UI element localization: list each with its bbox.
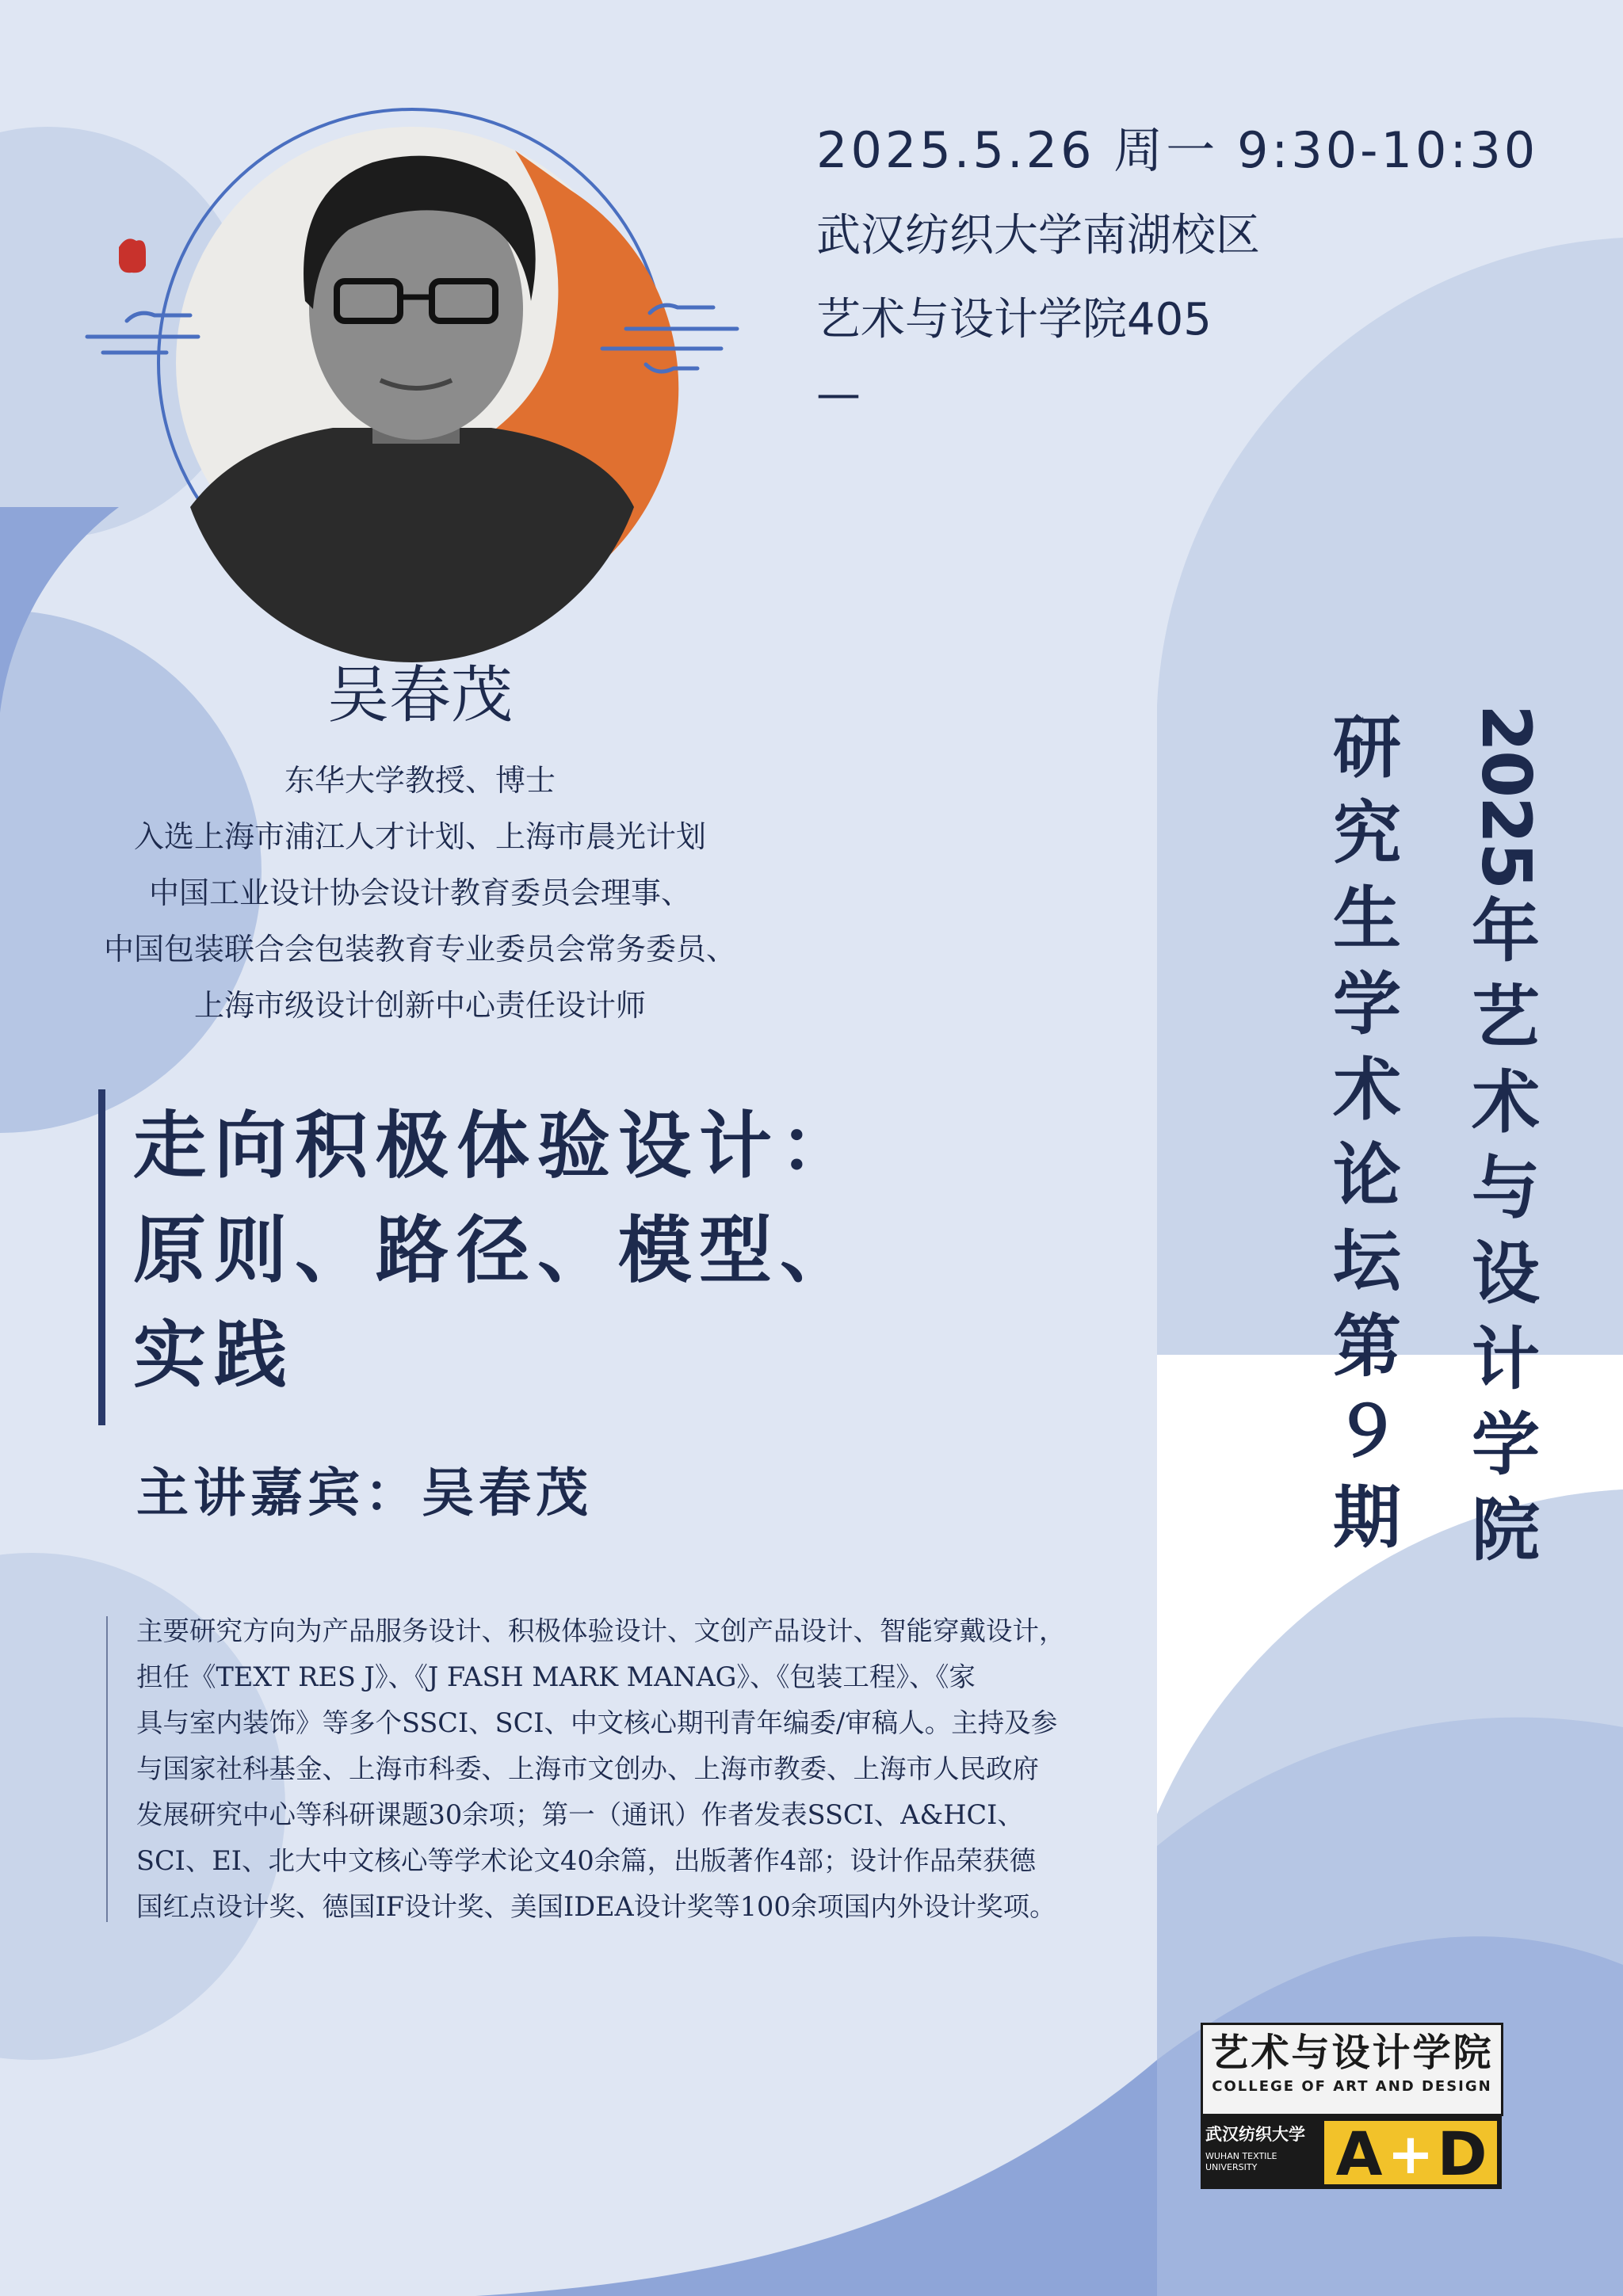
speaker-title-line: 入选上海市浦江人才计划、上海市晨光计划 <box>133 819 706 854</box>
logo-university-en: WUHAN TEXTILE UNIVERSITY <box>1205 2151 1277 2172</box>
event-info <box>816 119 1538 418</box>
speaker-name: 吴春茂 <box>327 660 513 731</box>
lecture-title-line: 原则、路径、模型、 <box>133 1207 861 1293</box>
lecture-title-line: 走向积极体验设计： <box>133 1103 861 1188</box>
speaker-bio <box>136 1608 1066 1930</box>
logo-mark-d: D <box>1437 2119 1487 2189</box>
bio-line: 与国家社科基金、上海市科委、上海市文创办、上海市教委、上海市人民政府 <box>136 1753 1039 1784</box>
event-room: 艺术与设计学院405 <box>816 294 1212 345</box>
lecture-title-line: 实践 <box>133 1312 296 1398</box>
speaker-title-line: 中国包装联合会包装教育专业委员会常务委员、 <box>103 932 736 967</box>
bio-line: 具与室内装饰》等多个SSCI、SCI、中文核心期刊青年编委/审稿人。主持及参 <box>136 1707 1058 1738</box>
logo-header <box>1201 2023 1503 2116</box>
lecture-title <box>133 1093 989 1407</box>
bio-line: 担任《TEXT RES J》、《J FASH MARK MANAG》、《包装工程》、《家 <box>136 1661 976 1692</box>
speaker-title-line: 中国工业设计协会设计教育委员会理事、 <box>148 875 691 910</box>
college-logo <box>1201 2023 1502 2189</box>
logo-college-en: COLLEGE OF ART AND DESIGN <box>1212 2078 1492 2095</box>
speaker-titles <box>0 753 840 1034</box>
lecture-title-bar <box>98 1089 105 1425</box>
bio-line: 国红点设计奖、德国IF设计奖、美国IDEA设计奖等100余项国内外设计奖项。 <box>136 1891 1056 1922</box>
logo-college-cn: 艺术与设计学院 <box>1210 2031 1494 2075</box>
bio-line: 主要研究方向为产品服务设计、积极体验设计、文创产品设计、智能穿戴设计， <box>136 1615 1066 1646</box>
event-dash: — <box>816 368 861 420</box>
guest-speaker-line: 主讲嘉宾：吴春茂 <box>136 1462 593 1524</box>
logo-mark-plus: + <box>1387 2122 1434 2187</box>
event-campus: 武汉纺织大学南湖校区 <box>816 210 1260 261</box>
logo-university-cn: 武汉纺织大学 <box>1205 2125 1305 2144</box>
bio-line: SCI、EI、北大中文核心等学术论文40余篇，出版著作4部；设计作品荣获德 <box>136 1845 1036 1876</box>
red-seal-icon <box>119 238 146 273</box>
forum-title-line1: 2 0 2 5 年 艺 术 与 设 计 学 院 <box>1466 704 1545 1570</box>
speaker-title-line: 东华大学教授、博士 <box>284 763 556 798</box>
logo-ad-mark <box>1319 2116 1502 2189</box>
speaker-title-line: 上海市级设计创新中心责任设计师 <box>193 988 646 1023</box>
logo-mark-a: A <box>1335 2119 1383 2189</box>
bio-line: 发展研究中心等科研课题30余项；第一（通讯）作者发表SSCI、A&HCI、 <box>136 1799 1024 1830</box>
forum-title-line2: 研 究 生 学 术 论 坛 第 ９ 期 <box>1333 708 1401 1558</box>
event-datetime: 2025.5.26 周一 9:30-10:30 <box>816 121 1539 179</box>
logo-university-box <box>1201 2116 1319 2189</box>
bio-bar <box>106 1616 108 1922</box>
